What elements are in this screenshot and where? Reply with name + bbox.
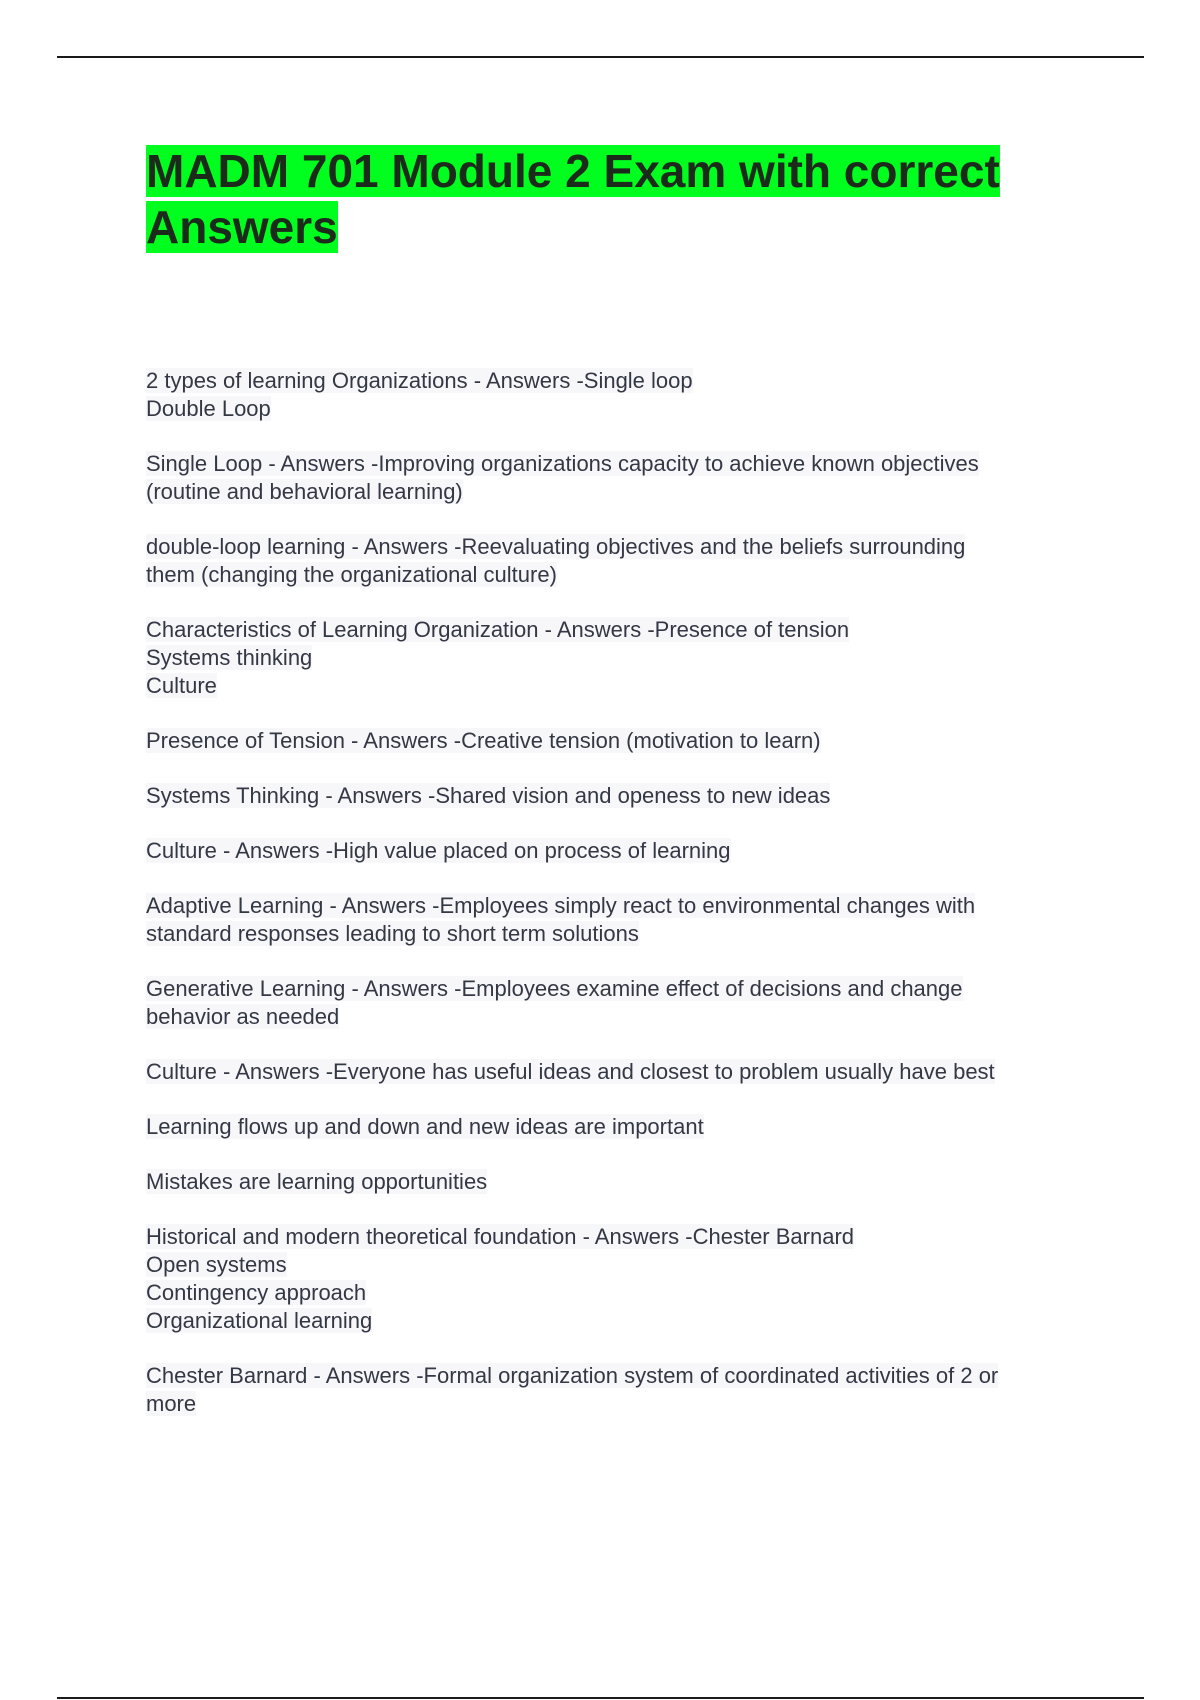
qa-line-text: Organizational learning bbox=[146, 1308, 373, 1333]
qa-line bbox=[146, 367, 1106, 395]
qa-item bbox=[146, 1058, 1106, 1086]
qa-line bbox=[146, 727, 1106, 755]
qa-item bbox=[146, 1113, 1106, 1141]
qa-line-text: Culture - Answers -High value placed on process of learning bbox=[146, 838, 731, 863]
qa-line-text: more bbox=[146, 1391, 197, 1416]
qa-line-text: 2 types of learning Organizations - Answers -Single loop bbox=[146, 368, 693, 393]
qa-line bbox=[146, 395, 1106, 423]
qa-item bbox=[146, 782, 1106, 810]
qa-line-text: Systems thinking bbox=[146, 645, 313, 670]
qa-line bbox=[146, 892, 1106, 920]
bottom-rule bbox=[57, 1697, 1144, 1699]
qa-line-text: standard responses leading to short term solutions bbox=[146, 921, 639, 946]
qa-item bbox=[146, 1223, 1106, 1335]
qa-line bbox=[146, 1307, 1106, 1335]
qa-line-text: them (changing the organizational culture) bbox=[146, 562, 557, 587]
qa-line bbox=[146, 1390, 1106, 1418]
qa-line-text: Presence of Tension - Answers -Creative tension (motivation to learn) bbox=[146, 728, 821, 753]
qa-line bbox=[146, 920, 1106, 948]
qa-line bbox=[146, 533, 1106, 561]
qa-line-text: Contingency approach bbox=[146, 1280, 367, 1305]
qa-line bbox=[146, 644, 1106, 672]
qa-line-text: Culture - Answers -Everyone has useful ideas and closest to problem usually have best bbox=[146, 1059, 995, 1084]
qa-line bbox=[146, 1168, 1106, 1196]
qa-line bbox=[146, 561, 1106, 589]
qa-item bbox=[146, 450, 1106, 506]
qa-line bbox=[146, 1251, 1106, 1279]
qa-line-text: Historical and modern theoretical foundation - Answers -Chester Barnard bbox=[146, 1224, 855, 1249]
qa-line bbox=[146, 1113, 1106, 1141]
qa-line-text: Adaptive Learning - Answers -Employees simply react to environmental changes with bbox=[146, 893, 976, 918]
qa-line bbox=[146, 1058, 1106, 1086]
qa-item bbox=[146, 616, 1106, 700]
qa-line bbox=[146, 672, 1106, 700]
qa-item bbox=[146, 1362, 1106, 1418]
qa-item bbox=[146, 367, 1106, 423]
qa-list bbox=[146, 367, 1106, 1445]
qa-line-text: Characteristics of Learning Organization - Answers -Presence of tension bbox=[146, 617, 850, 642]
qa-line-text: Chester Barnard - Answers -Formal organization system of coordinated activities of 2 or bbox=[146, 1363, 999, 1388]
qa-line-text: Double Loop bbox=[146, 396, 271, 421]
qa-line-text: Open systems bbox=[146, 1252, 287, 1277]
qa-line-text: Mistakes are learning opportunities bbox=[146, 1169, 488, 1194]
qa-item bbox=[146, 533, 1106, 589]
qa-line bbox=[146, 1362, 1106, 1390]
qa-line bbox=[146, 782, 1106, 810]
document-title bbox=[146, 143, 1086, 255]
qa-line-text: (routine and behavioral learning) bbox=[146, 479, 463, 504]
qa-item bbox=[146, 1168, 1106, 1196]
qa-line-text: Learning flows up and down and new ideas are important bbox=[146, 1114, 704, 1139]
qa-line-text: behavior as needed bbox=[146, 1004, 340, 1029]
qa-item bbox=[146, 892, 1106, 948]
qa-item bbox=[146, 837, 1106, 865]
qa-line bbox=[146, 837, 1106, 865]
qa-line-text: Culture bbox=[146, 673, 217, 698]
qa-line bbox=[146, 616, 1106, 644]
qa-line bbox=[146, 478, 1106, 506]
qa-line bbox=[146, 1223, 1106, 1251]
qa-item bbox=[146, 727, 1106, 755]
qa-line-text: Generative Learning - Answers -Employees examine effect of decisions and change bbox=[146, 976, 963, 1001]
qa-line-text: Single Loop - Answers -Improving organizations capacity to achieve known objectives bbox=[146, 451, 979, 476]
qa-line bbox=[146, 450, 1106, 478]
qa-line bbox=[146, 975, 1106, 1003]
qa-line bbox=[146, 1279, 1106, 1307]
qa-line bbox=[146, 1003, 1106, 1031]
qa-line-text: Systems Thinking - Answers -Shared vision and openess to new ideas bbox=[146, 783, 831, 808]
title-highlight: MADM 701 Module 2 Exam with correct Answers bbox=[146, 145, 1000, 253]
top-rule bbox=[57, 56, 1144, 58]
qa-item bbox=[146, 975, 1106, 1031]
qa-line-text: double-loop learning - Answers -Reevaluating objectives and the beliefs surrounding bbox=[146, 534, 966, 559]
